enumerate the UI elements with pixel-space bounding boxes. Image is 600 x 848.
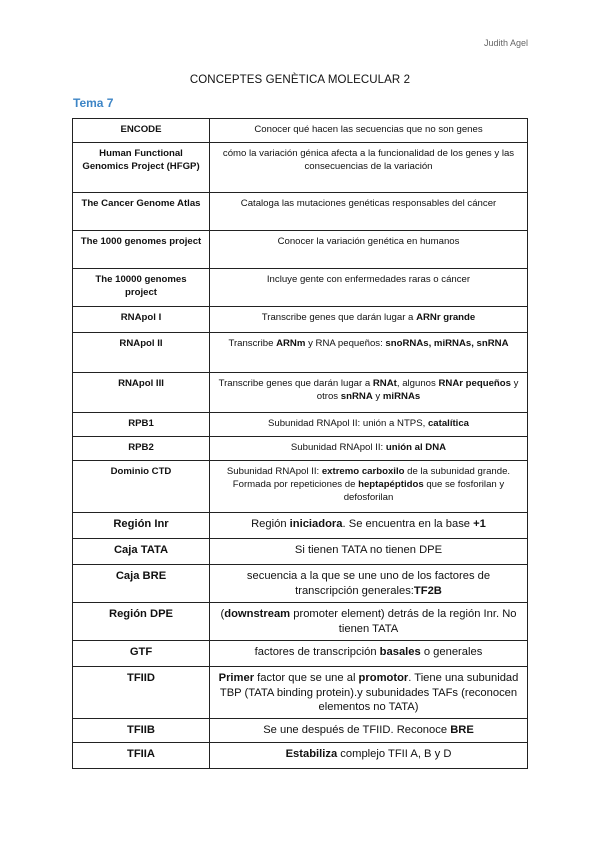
table-row [73, 373, 528, 413]
concept-term: RPB2 [73, 437, 210, 461]
table-row [73, 231, 528, 269]
concept-term: TFIIB [73, 719, 210, 743]
table-row [73, 461, 528, 513]
definition-bold-text: miRNAs [382, 391, 421, 402]
concept-definition [210, 719, 528, 743]
concept-term: RNApol III [73, 373, 210, 413]
definition-text: Conocer la variación genética en humanos [277, 236, 460, 247]
concept-definition [210, 119, 528, 143]
concept-definition [210, 565, 528, 603]
concept-definition [210, 437, 528, 461]
concept-definition [210, 307, 528, 333]
table-row [73, 743, 528, 769]
definition-bold-text: RNAr pequeños [438, 378, 511, 389]
definition-bold-text: Primer [218, 672, 255, 684]
definition-text: factores de transcripción [254, 646, 380, 658]
definition-bold-text: BRE [450, 724, 474, 736]
definition-bold-text: RNAt [372, 378, 397, 389]
definition-text: Transcribe genes que darán lugar a [218, 378, 373, 389]
table-row [73, 667, 528, 719]
table-row [73, 333, 528, 373]
definition-text: secuencia a la que se une uno de los factores de transcripción generales: [246, 570, 491, 597]
definition-bold-text: unión al DNA [385, 442, 447, 453]
concept-term: Región Inr [73, 513, 210, 539]
section-heading: Tema 7 [73, 96, 114, 110]
definition-text: Incluye gente con enfermedades raras o cáncer [266, 274, 471, 285]
concept-term: RPB1 [73, 413, 210, 437]
definition-text: . Se encuentra en la base [342, 518, 474, 530]
concepts-table [72, 118, 528, 769]
author-name: Judith Agel [483, 38, 528, 48]
table-row [73, 719, 528, 743]
definition-text: que se fosforilan y defosforilan [343, 479, 505, 503]
concept-definition [210, 461, 528, 513]
table-row [73, 565, 528, 603]
table-row [73, 119, 528, 143]
concept-definition [210, 413, 528, 437]
definition-bold-text: Estabiliza [285, 748, 338, 760]
definition-text: Conocer qué hacen las secuencias que no son genes [254, 124, 483, 135]
concept-term: ENCODE [73, 119, 210, 143]
concept-definition [210, 513, 528, 539]
concept-term: The Cancer Genome Atlas [73, 193, 210, 231]
concept-definition [210, 603, 528, 641]
concept-term: Región DPE [73, 603, 210, 641]
definition-text: Cataloga las mutaciones genéticas responsables del cáncer [240, 198, 497, 209]
definition-text: , algunos [396, 378, 439, 389]
document-title: CONCEPTES GENÈTICA MOLECULAR 2 [189, 74, 411, 86]
concept-definition [210, 641, 528, 667]
concept-term: Caja BRE [73, 565, 210, 603]
definition-bold-text: ARNr grande [416, 312, 476, 323]
definition-text: y RNA pequeños: [305, 338, 386, 349]
table-row [73, 437, 528, 461]
concept-definition [210, 373, 528, 413]
concept-definition [210, 333, 528, 373]
definition-text: promoter element) detrás de la región Inr. No tienen TATA [290, 608, 517, 635]
table-row [73, 143, 528, 193]
definition-bold-text: basales [379, 646, 421, 658]
concept-definition [210, 143, 528, 193]
concept-term: The 1000 genomes project [73, 231, 210, 269]
concept-term: The 10000 genomes project [73, 269, 210, 307]
definition-bold-text: snRNA [340, 391, 373, 402]
definition-text: Se une después de TFIID. Reconoce [263, 724, 451, 736]
definition-bold-text: promotor [358, 672, 409, 684]
definition-text: Transcribe [228, 338, 277, 349]
table-row [73, 603, 528, 641]
concept-definition [210, 743, 528, 769]
definition-text: y otros [316, 378, 519, 402]
definition-text: Transcribe genes que darán lugar a [261, 312, 417, 323]
definition-text: Si tienen TATA no tienen DPE [294, 544, 443, 556]
definition-text: factor que se une al [254, 672, 359, 684]
table-row [73, 413, 528, 437]
definition-bold-text: catalítica [427, 418, 470, 429]
concept-definition [210, 539, 528, 565]
table-row [73, 193, 528, 231]
concept-definition [210, 193, 528, 231]
definition-text: Región [251, 518, 290, 530]
concept-term: RNApol I [73, 307, 210, 333]
concept-definition [210, 231, 528, 269]
definition-text: y [372, 391, 383, 402]
concept-definition [210, 667, 528, 719]
concept-term: Dominio CTD [73, 461, 210, 513]
concept-term: TFIIA [73, 743, 210, 769]
definition-text: ( [220, 608, 225, 620]
definition-bold-text: heptapéptidos [358, 479, 424, 490]
table-row [73, 269, 528, 307]
concept-term: Caja TATA [73, 539, 210, 565]
table-row [73, 307, 528, 333]
table-row [73, 641, 528, 667]
definition-text: Subunidad RNApol II: [290, 442, 386, 453]
concept-term: TFIID [73, 667, 210, 719]
concept-term: Human Functional Genomics Project (HFGP) [73, 143, 210, 193]
definition-bold-text: ARNm [276, 338, 306, 349]
definition-text: de la subunidad grande. Formada por repeticiones de [232, 466, 511, 490]
definition-bold-text: downstream [224, 608, 291, 620]
definition-text: Subunidad RNApol II: [226, 466, 322, 477]
concept-term: RNApol II [73, 333, 210, 373]
definition-bold-text: snoRNAs, miRNAs, snRNA [385, 338, 509, 349]
definition-text: Subunidad RNApol II: unión a NTPS, [267, 418, 428, 429]
concept-term: GTF [73, 641, 210, 667]
definition-text: . Tiene una subunidad TBP (TATA binding protein).y subunidades TAFs (reconocen elementos no TATA) [219, 672, 519, 713]
definition-bold-text: TF2B [413, 584, 442, 597]
concept-definition [210, 269, 528, 307]
definition-text: cómo la variación génica afecta a la funcionalidad de los genes y las consecuencias de la variación [222, 148, 515, 172]
table-row [73, 513, 528, 539]
definition-text: o generales [420, 646, 483, 658]
definition-text: complejo TFII A, B y D [337, 748, 452, 760]
definition-bold-text: extremo carboxilo [321, 466, 405, 477]
definition-bold-text: +1 [473, 518, 486, 530]
definition-bold-text: iniciadora [289, 518, 343, 530]
table-row [73, 539, 528, 565]
